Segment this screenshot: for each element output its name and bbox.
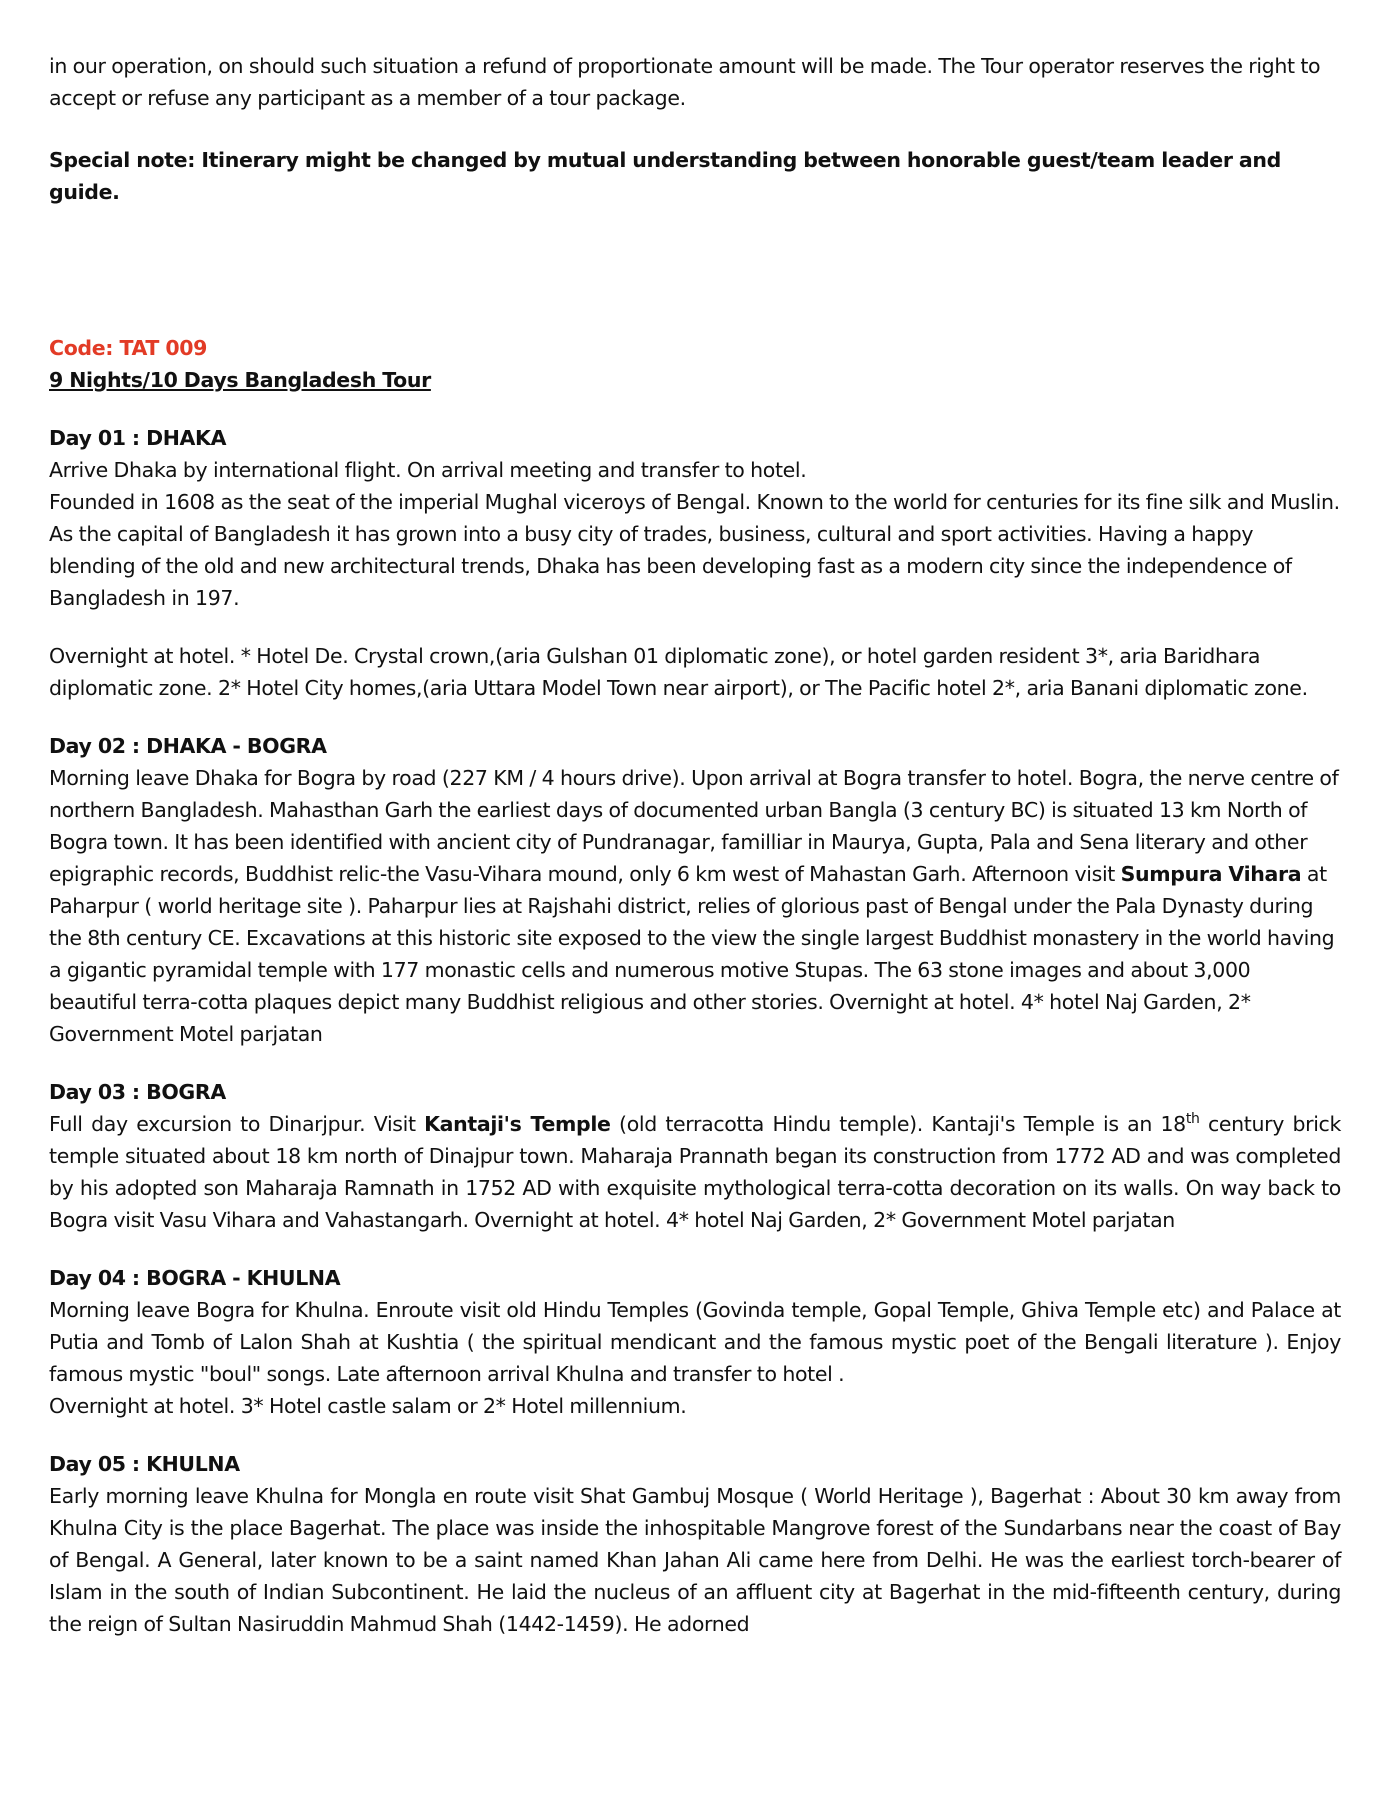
day-02-text [49,762,1341,1050]
day-02-text-a: Morning leave Dhaka for Bogra by road (227 KM / 4 hours drive). Upon arrival at Bogra transfer to hotel. Bogra, the nerve centre of northern Bangladesh. Mahasthan Garh the earliest days of documented urban Bangla (3 century BC) is situated 13 km North of Bogra town. It has been identified with ancient city of Pundranagar, familliar in Maurya, Gupta, Pala and Sena literary and other epigraphic records, Buddhist relic-the Vasu-Vihara mound, only 6 km west of Mahastan Garh. Afternoon visit [49,766,1339,886]
day-01-arrival: Arrive Dhaka by international flight. On arrival meeting and transfer to hotel. [49,458,807,482]
day-05-text: Early morning leave Khulna for Mongla en route visit Shat Gambuj Mosque ( World Heritage ), Bagerhat : About 30 km away from Khulna City is the place Bagerhat. The place was inside the inhospitable Mangrove forest of the Sundarbans near the coast of Bay of Bengal. A General, later known to be a saint named Khan Jahan Ali came here from Delhi. He was the earliest torch-bearer of Islam in the south of Indian Subcontinent. He laid the nucleus of an affluent city at Bagerhat in the mid-fifteenth century, during the reign of Sultan Nasiruddin Mahmud Shah (1442-1459). He adorned [49,1484,1341,1636]
day-03-text-c: century brick temple situated about 18 km north of Dinajpur town. Maharaja Prannath began its construction from 1772 AD and was completed by his adopted son Maharaja Ramnath in 1752 AD with exquisite mythological terra-cotta decoration on its walls. On way back to Bogra visit Vasu Vihara and Vahastangarh. Overnight at hotel. 4* hotel Naj Garden, 2* Government Motel parjatan [49,1112,1341,1232]
special-note: Special note: Itinerary might be changed by mutual understanding between honorable guest/team leader and guide. [49,148,1281,204]
day-01-section [49,422,1341,704]
day-04-overnight: Overnight at hotel. 3* Hotel castle salam or 2* Hotel millennium. [49,1394,687,1418]
day-03-section [49,1076,1341,1236]
day-04-text: Morning leave Bogra for Khulna. Enroute visit old Hindu Temples (Govinda temple, Gopal Temple, Ghiva Temple etc) and Palace at Putia and Tomb of Lalon Shah at Kushtia ( the spiritual mendicant and the famous mystic poet of the Bengali literature ). Enjoy famous mystic "boul" songs. Late afternoon arrival Khulna and transfer to hotel . [49,1298,1341,1386]
day-04-section [49,1262,1341,1422]
day-05-section [49,1448,1341,1640]
day-01-description: Founded in 1608 as the seat of the imperial Mughal viceroys of Bengal. Known to the world for centuries for its fine silk and Muslin. As the capital of Bangladesh it has grown into a busy city of trades, business, cultural and sport activities. Having a happy blending of the old and new architectural trends, Dhaka has been developing fast as a modern city since the independence of Bangladesh in 197. [49,490,1340,610]
intro-paragraph: in our operation, on should such situation a refund of proportionate amount will be made. The Tour operator reserves the right to accept or refuse any participant as a member of a tour package. [49,54,1321,110]
tour-title: 9 Nights/10 Days Bangladesh Tour [49,368,431,392]
day-01-heading: Day 01 : DHAKA [49,426,227,450]
day-02-section [49,730,1341,1050]
day-02-text-b: at Paharpur ( world heritage site ). Paharpur lies at Rajshahi district, relies of glorious past of Bengal under the Pala Dynasty during the 8th century CE. Excavations at this historic site exposed to the view the single largest Buddhist monastery in the world having a gigantic pyramidal temple with 177 monastic cells and numerous motive Stupas. The 63 stone images and about 3,000 beautiful terra-cotta plaques depict many Buddhist religious and other stories. Overnight at hotel. 4* hotel Naj Garden, 2* Government Motel parjatan [49,862,1335,1046]
day-04-heading: Day 04 : BOGRA - KHULNA [49,1266,341,1290]
day-01-overnight: Overnight at hotel. * Hotel De. Crystal crown,(aria Gulshan 01 diplomatic zone), or hotel garden resident 3*, aria Baridhara diplomatic zone. 2* Hotel City homes,(aria Uttara Model Town near airport), or The Pacific hotel 2*, aria Banani diplomatic zone. [49,644,1308,700]
day-03-text-a: Full day excursion to Dinarjpur. Visit [49,1112,425,1136]
day-05-heading: Day 05 : KHULNA [49,1452,240,1476]
day-03-highlight: Kantaji's Temple [424,1112,611,1136]
day-03-heading: Day 03 : BOGRA [49,1080,226,1104]
day-03-text [49,1108,1341,1236]
tour-code: Code: TAT 009 [49,336,208,360]
day-02-highlight: Sumpura Vihara [1120,862,1302,886]
day-03-superscript: th [1185,1111,1200,1127]
day-03-text-b: (old terracotta Hindu temple). Kantaji's Temple is an 18 [610,1112,1186,1136]
day-02-heading: Day 02 : DHAKA - BOGRA [49,734,327,758]
document-page [49,50,1341,1640]
